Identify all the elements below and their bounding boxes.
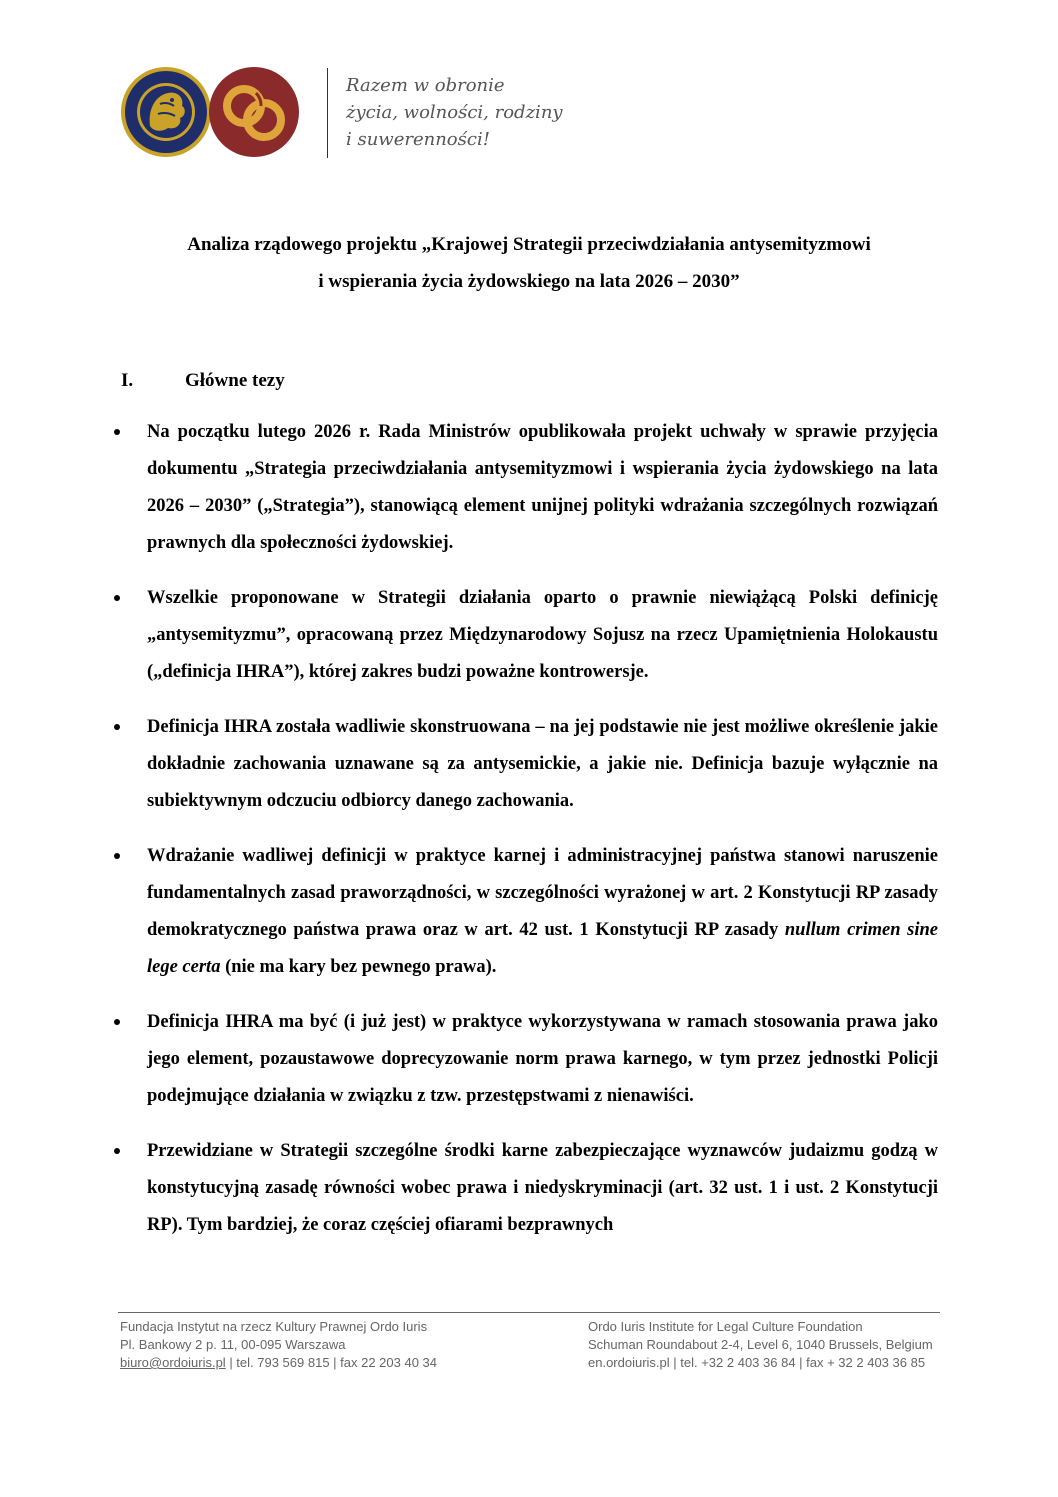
footer-phone-fax: | tel. 793 569 815 | fax 22 203 40 34 xyxy=(225,1355,438,1370)
footer-divider xyxy=(118,1312,940,1313)
footer-org-name: Fundacja Instytut na rzecz Kultury Prawnej Ordo Iuris xyxy=(120,1319,428,1334)
bullet-icon xyxy=(114,1019,120,1025)
email-link[interactable]: biuro@ordoiuris.pl xyxy=(120,1355,226,1370)
footer-contact xyxy=(120,1354,437,1372)
footer-address: Pl. Bankowy 2 p. 11, 00-095 Warszawa xyxy=(120,1337,346,1352)
list-item-text-part: (nie ma kary bez pewnego prawa). xyxy=(220,957,497,977)
footer-address-be xyxy=(588,1318,933,1372)
list-item xyxy=(110,414,938,562)
list-item-text: Na początku lutego 2026 r. Rada Ministrów opublikowała projekt uchwały w sprawie przyjęcia dokumentu „Strategia przeciwdziałania antysemityzmowi i wspierania życia żydowskiego na lata 2026 – 2030” („Strategia”), stanowiącą element unijnej polityki wdrażania szczególnych rozwiązań prawnych dla społeczności żydowskiej. xyxy=(147,422,938,553)
document-title-line-2: i wspierania życia żydowskiego na lata 2026 – 2030” xyxy=(318,271,740,292)
list-item-text: Wszelkie proponowane w Strategii działania oparto o prawnie niewiążącą Polski definicję „antysemityzmu”, opracowaną przez Międzynarodowy Sojusz na rzecz Upamiętnienia Holokaustu („definicja IHRA”), której zakres budzi poważne kontrowersje. xyxy=(147,588,938,682)
document-title xyxy=(120,226,938,300)
section-label: Główne tezy xyxy=(185,370,285,391)
letterhead-divider xyxy=(327,68,328,158)
list-item xyxy=(110,838,938,986)
document-title-line-1: Analiza rządowego projektu „Krajowej Strategii przeciwdziałania antysemityzmowi xyxy=(187,234,871,255)
motto-line-3: i suwerenności! xyxy=(346,129,490,150)
list-item-text: Definicja IHRA ma być (i już jest) w praktyce wykorzystywana w ramach stosowania prawa jako jego element, pozaustawowe doprecyzowanie norm prawa karnego, w tym przez jednostki Policji podejmujące działania w związku z tzw. przestępstwami z nienawiści. xyxy=(147,1012,938,1106)
list-item-text-part: Wdrażanie wadliwej definicji w praktyce karnej i administracyjnej państwa stanowi naruszenie fundamentalnych zasad praworządności, w szczególności wyrażonej w art. 2 Konstytucji RP zasady demokratycznego państwa prawa oraz w art. 42 ust. 1 Konstytucji RP zasady xyxy=(147,846,938,940)
list-item xyxy=(110,709,938,820)
key-theses-list xyxy=(110,414,938,1262)
interlocked-rings-icon xyxy=(208,66,300,158)
bullet-icon xyxy=(114,1148,120,1154)
bullet-icon xyxy=(114,853,120,859)
latin-maxim: nullum crimen sine lege certa xyxy=(147,920,938,977)
footer-address-pl xyxy=(120,1318,437,1372)
bullet-icon xyxy=(114,429,120,435)
list-item xyxy=(110,580,938,691)
footer-contact: en.ordoiuris.pl | tel. +32 2 403 36 84 | fax + 32 2 403 36 85 xyxy=(588,1355,926,1370)
bullet-icon xyxy=(114,595,120,601)
letterhead xyxy=(120,62,640,162)
list-item-text: Przewidziane w Strategii szczególne środki karne zabezpieczające wyznawców judaizmu godzą w konstytucyjną zasadę równości wobec prawa i niedyskryminacji (art. 32 ust. 1 i ust. 2 Konstytucji RP). Tym bardziej, że coraz częściej ofiarami bezprawnych xyxy=(147,1141,938,1235)
footer-org-name: Ordo Iuris Institute for Legal Culture Foundation xyxy=(588,1319,863,1334)
motto-line-2: życia, wolności, rodziny xyxy=(346,102,563,123)
section-number: I. xyxy=(121,370,134,391)
ordo-iuris-seal-icon xyxy=(120,66,212,158)
list-item-text: Definicja IHRA została wadliwie skonstruowana – na jej podstawie nie jest możliwe określenie jakie dokładnie zachowania uznawane są za antysemickie, a jakie nie. Definicja bazuje wyłącznie na subiektywnym odczuciu odbiorcy danego zachowania. xyxy=(147,717,938,811)
motto-line-1: Razem w obronie xyxy=(346,75,505,96)
bullet-icon xyxy=(114,724,120,730)
list-item xyxy=(110,1133,938,1244)
list-item-text xyxy=(147,838,938,986)
list-item xyxy=(110,1004,938,1115)
footer-address: Schuman Roundabout 2-4, Level 6, 1040 Brussels, Belgium xyxy=(588,1337,933,1352)
motto xyxy=(346,72,636,153)
